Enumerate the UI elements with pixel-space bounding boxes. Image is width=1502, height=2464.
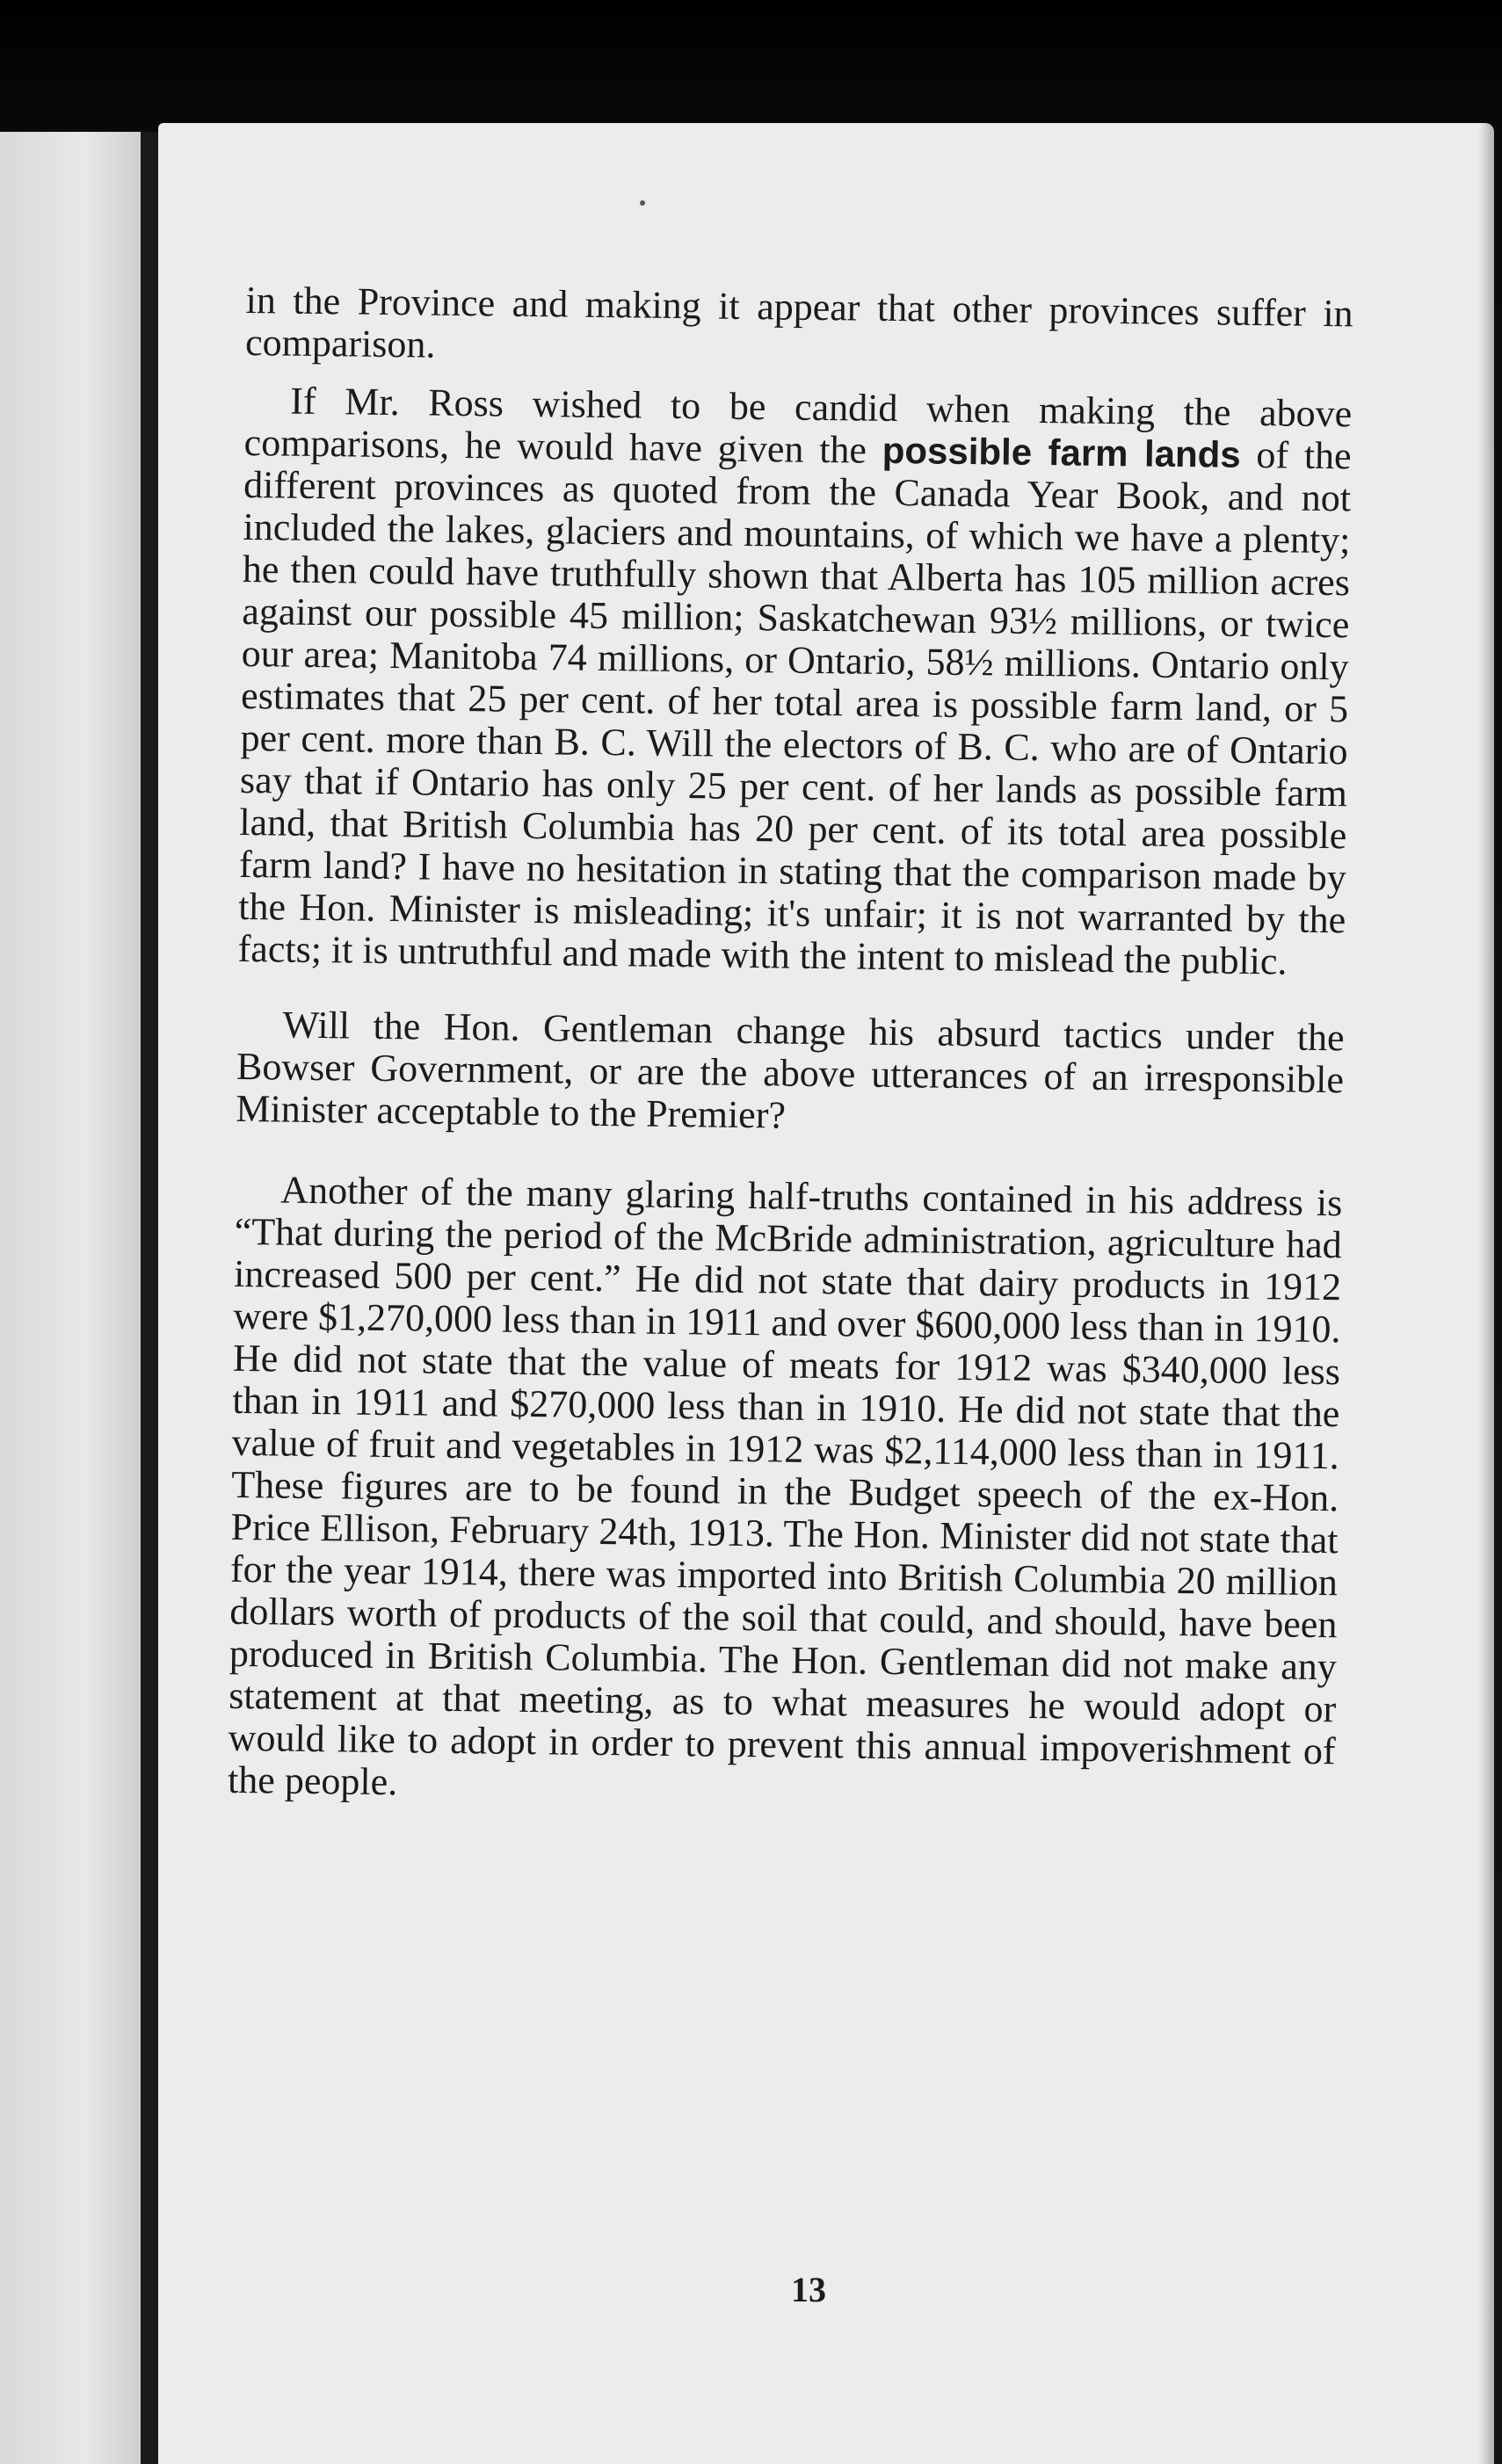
dust-speck: [640, 200, 645, 206]
book-gutter: [141, 132, 158, 2464]
bold-emphasis: possible farm lands: [882, 429, 1241, 475]
paragraph-half-truths: [228, 1169, 1343, 1815]
book-page: [158, 123, 1494, 2464]
facing-page-edge: [0, 132, 141, 2464]
body-text: [228, 279, 1353, 1815]
paragraph-farm-lands: [237, 380, 1352, 983]
paragraph-text: in the Province and making it appear that other provinces suffer in comparison.: [244, 279, 1353, 366]
paragraph-text: Another of the many glaring half-truths contained in his address is “That during the period of the McBride administration, agriculture had increased 500 per cent.” He did not state that dairy products in 1912 were $1,270,000 less than in 1911 and over $600,000 less than in 1910. He did not state that the value of meats for 1912 was $340,000 less than in 1911 and $270,000 less than in 1910. He did not state that the value of fruit and vegetables in 1912 was $2,114,000 less than in 1911. These figures are to be found in the Budget speech of the ex-Hon. Price Ellison, February 24th, 1913. The Hon. Minister did not state that for the year 1914, there was imported into British Columbia 20 million dollars worth of products of the soil that could, and should, have been produced in British Columbia. The Hon. Gentleman did not make any statement at that meeting, as to what measures he would adopt or would like to adopt in order to prevent this annual impoverishment of the people.: [227, 1168, 1343, 1804]
paragraph-bowser-government: [236, 1004, 1345, 1143]
paragraph-text: Will the Hon. Gentleman change his absurd tactics under the Bowser Government, or are the above utterances of an irresponsible Minister acceptable to the Premier?: [236, 1003, 1345, 1137]
paragraph-text: of the different provinces as quoted from the Canada Year Book, and not included the lakes, glaciers and mountains, of which we have a plenty; he then could have truthfully shown that Alberta has 105 million acres against our possible 45 million; Saskatchewan 93½ millions, or twice our area; Manitoba 74 millions, or Ontario, 58½ millions. Ontario only estimates that 25 per cent. of her total area is possible farm land, or 5 per cent. more than B. C. Will the electors of B. C. who are of Ontario say that if Ontario has only 25 per cent. of her lands as possible farm land, that British Columbia has 20 per cent. of its total area possible farm land? I have no hesitation in stating that the comparison made by the Hon. Minister is misleading; it's unfair; it is not warranted by the facts; it is untruthful and made with the intent to mislead the public.: [237, 432, 1352, 983]
page-number: 13: [791, 2270, 826, 2309]
paragraph-text: If Mr. Ross wished to be candid when making the above comparisons, he would have given the: [243, 379, 1353, 472]
paragraph-continuation: [245, 279, 1353, 377]
